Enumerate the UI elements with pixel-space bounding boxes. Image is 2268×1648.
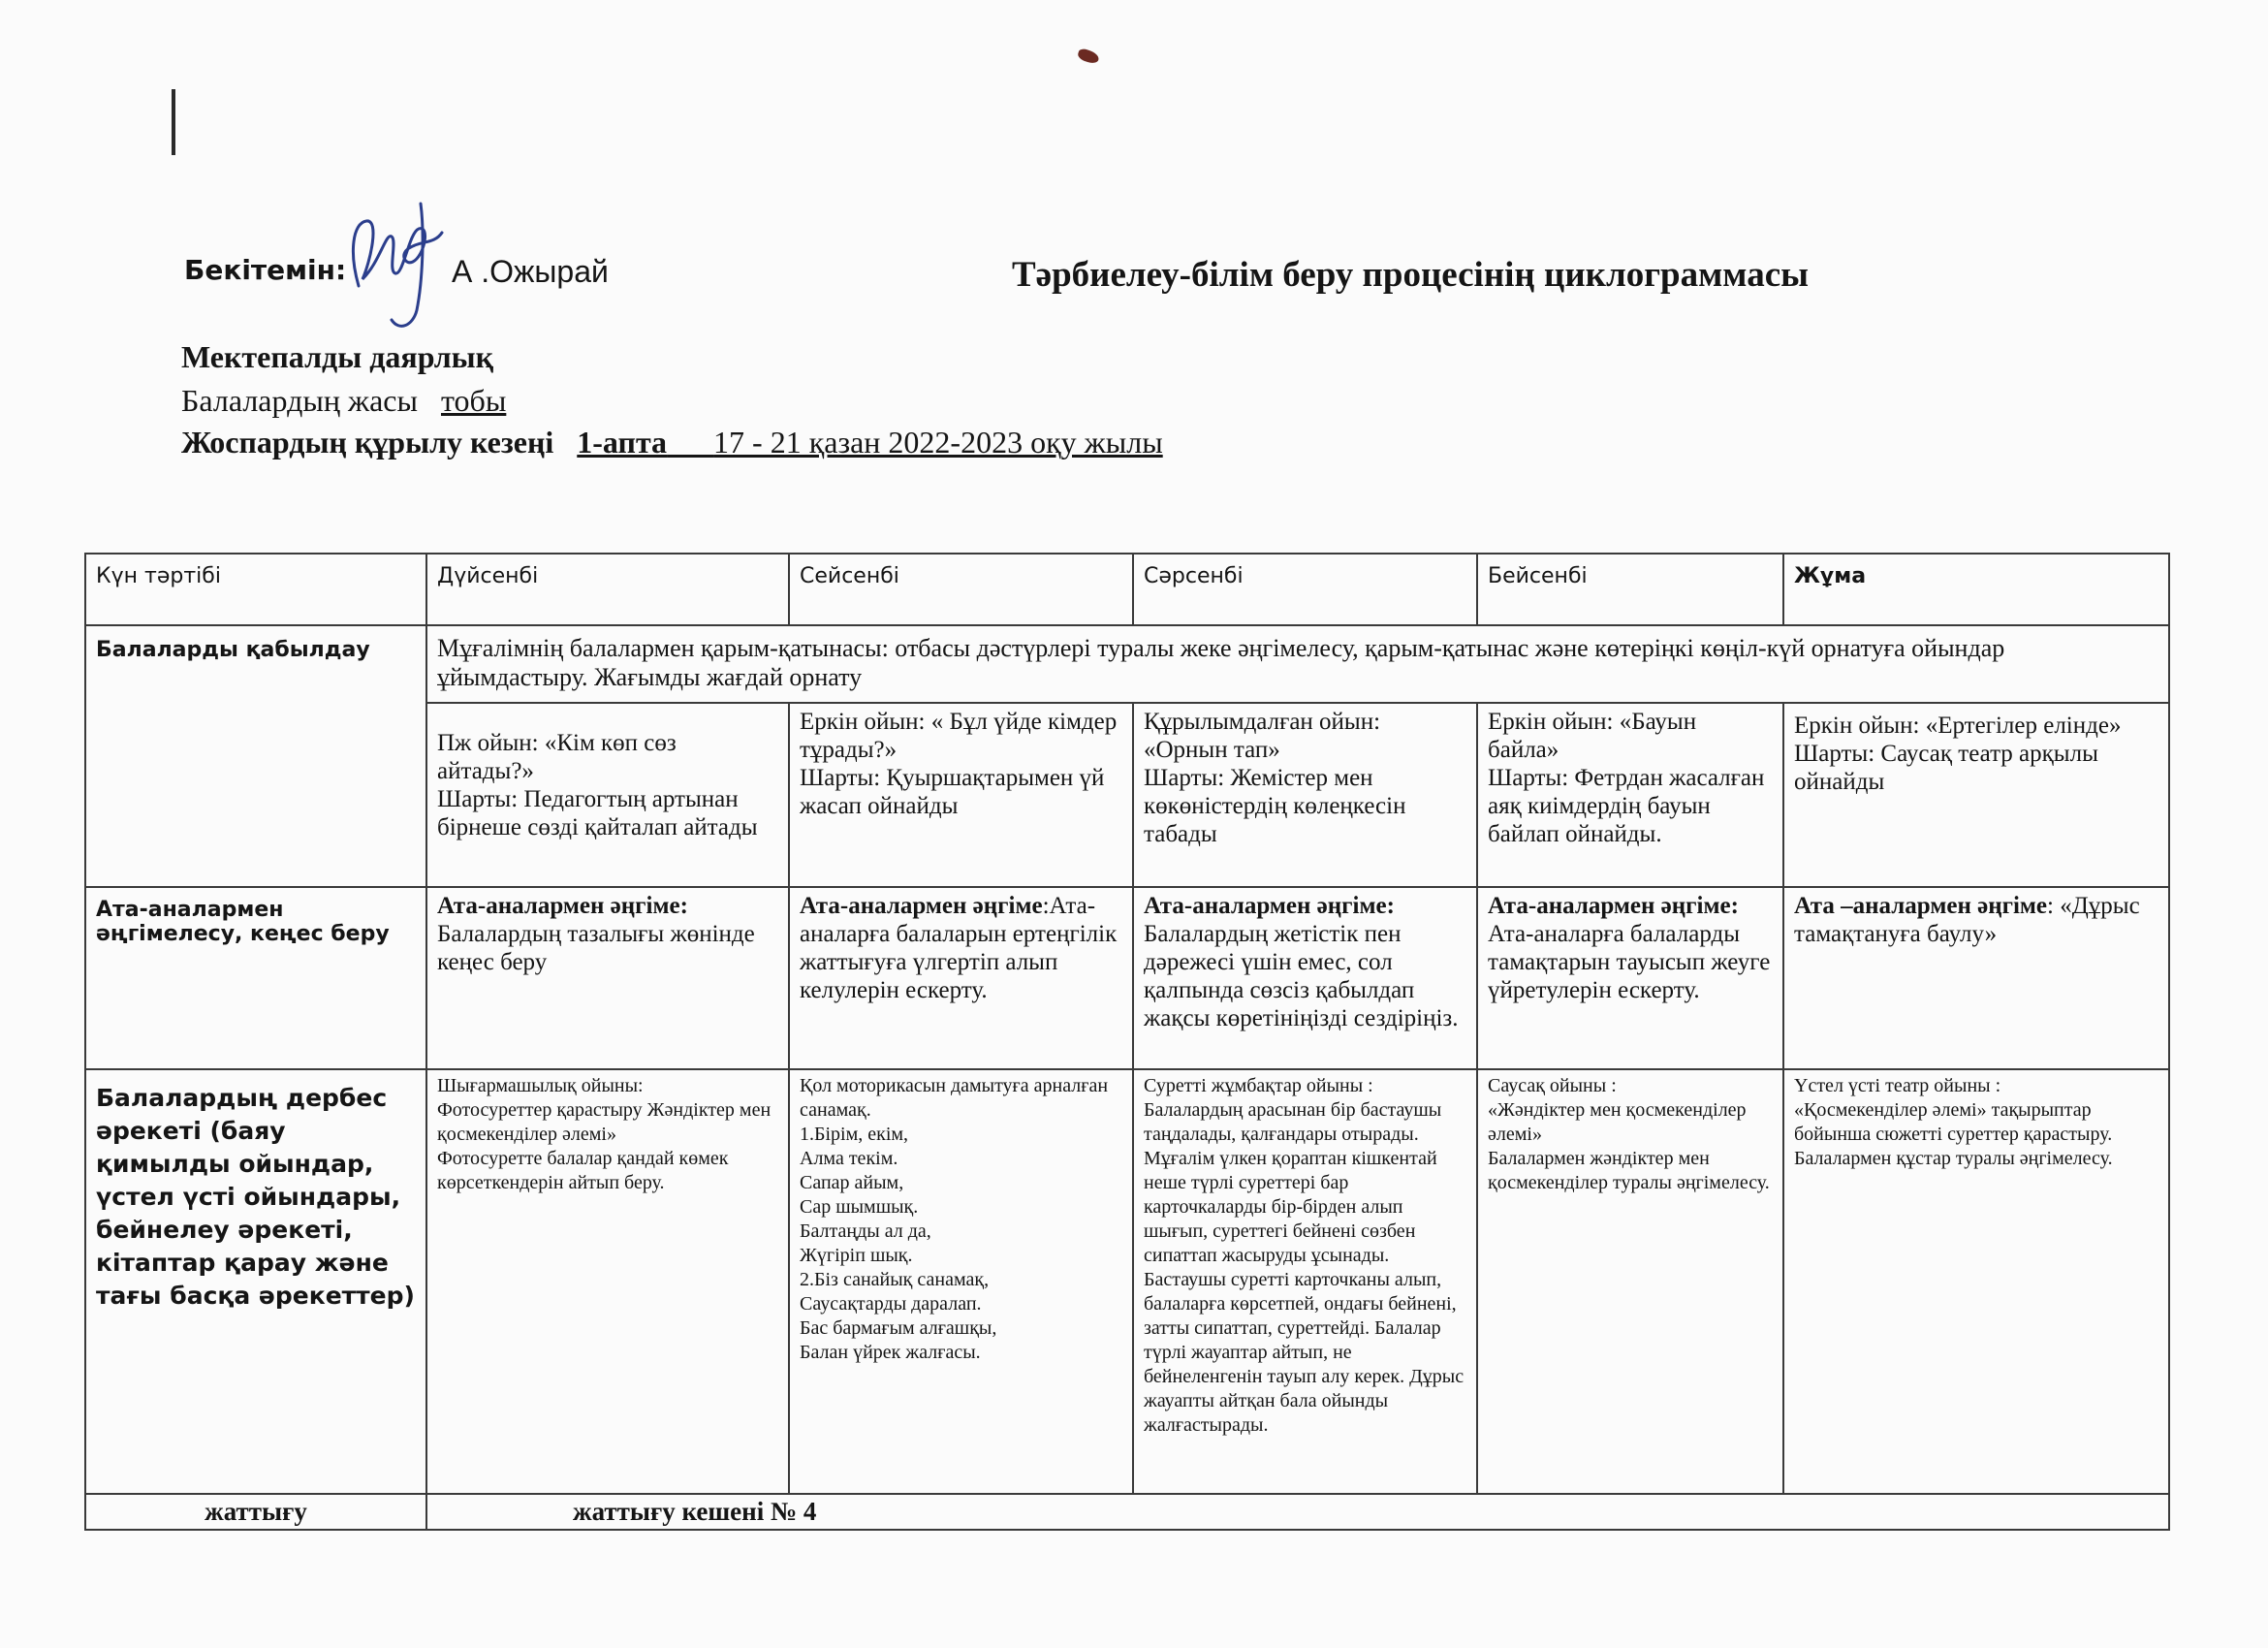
table-row — [85, 887, 2169, 1069]
reception-game: Құрылымдалған ойын: «Орнын тап» Шарты: Жемістер мен көкөністердің көлеңкесін табады — [1133, 703, 1477, 887]
activity-cell: Үстел үсті театр ойыны : «Қосмекенділер әлемі» тақырыптар бойынша сюжетті суреттер қарастыру. Балалармен құстар туралы әңгімелесу. — [1783, 1069, 2169, 1494]
cyclogram-table — [84, 553, 2170, 1531]
parent-talk: Ата-аналармен әңгіме: Балалардың тазалығы жөнінде кеңес беру — [426, 887, 789, 1069]
plan-dates: 17 - 21 қазан 2022-2023 оқу жылы — [713, 425, 1163, 460]
ink-spot — [1077, 48, 1101, 65]
approve-label: Бекітемін: — [184, 254, 347, 286]
table-row — [85, 625, 2169, 703]
age-group-line — [181, 383, 506, 419]
plan-label: Жоспардың құрылу кезеңі — [181, 425, 554, 460]
row-label: Ата-аналармен әңгімелесу, кеңес беру — [85, 887, 426, 1069]
activity-cell: Шығармашылық ойыны: Фотосуреттер қарастыру Жәндіктер мен қосмекенділер әлемі» Фотосуретте балалар қандай көмек көрсеткендерін айтып беру. — [426, 1069, 789, 1494]
age-group-link: тобы — [440, 383, 507, 418]
row-label: Балалардың дербес әрекеті (баяу қимылды ойындар, үстел үсті ойындары, бейнелеу әрекеті, кітаптар қарау және тағы басқа әрекеттер) — [85, 1069, 426, 1494]
column-header: Жұма — [1783, 554, 2169, 625]
margin-mark — [172, 89, 175, 155]
reception-game: Еркін ойын: « Бұл үйде кімдер тұрады?» Шарты: Қуыршақтарымен үй жасап ойнайды — [789, 703, 1133, 887]
exercise-cell: жаттығу кешені № 4 — [426, 1494, 2169, 1530]
row-label: жаттығу — [85, 1494, 426, 1530]
reception-game: Еркін ойын: «Бауын байла» Шарты: Фетрдан жасалған аяқ киімдердің бауын байлап ойнайды. — [1477, 703, 1783, 887]
column-header: Күн тәртібі — [85, 554, 426, 625]
parent-talk: Ата –аналармен әңгіме: «Дұрыс тамақтануға баулу» — [1783, 887, 2169, 1069]
school-group: Мектепалды даярлық — [181, 339, 494, 374]
reception-note: Мұғалімнің балалармен қарым-қатынасы: отбасы дәстүрлері туралы жеке әңгімелесу, қарым-қатынас және көтеріңкі көңіл-күй орнатуға ойындар ұйымдастыру. Жағымды жағдай орнату — [426, 625, 2169, 703]
column-header: Дүйсенбі — [426, 554, 789, 625]
activity-cell: Суретті жұмбақтар ойыны : Балалардың арасынан бір бастаушы таңдалады, қалғандары отырады. Мұғалім үлкен қораптан кішкентай неше түрлі суреттері бар карточкаларды бір-бірден алып шығып, суреттегі бейнені сөзбен сипаттап жасыруды ұсынады. Бастаушы суретті карточканы алып, балаларға көрсетпей, ондағы бейнені, затты сипаттап, суреттейді. Балалар түрлі жауаптар айтып, не бейнеленгенін тауып алу керек. Дұрыс жауапты айтқан бала ойынды жалғастырады. — [1133, 1069, 1477, 1494]
activity-cell: Саусақ ойыны : «Жәндіктер мен қосмекенділер әлемі» Балалармен жәндіктер мен қосмекенділер туралы әңгімелесу. — [1477, 1069, 1783, 1494]
table-row — [85, 1069, 2169, 1494]
parent-talk: Ата-аналармен әңгіме: Балалардың жетістік пен дәрежесі үшін емес, сол қалпында сөзсіз қабылдап жақсы көретініңізді сездіріңіз. — [1133, 887, 1477, 1069]
parent-talk: Ата-аналармен әңгіме:Ата-аналарға балаларын ертеңгілік жаттығуға үлгертіп алып келулерін ескерту. — [789, 887, 1133, 1069]
reception-game: Пж ойын: «Кім көп сөз айтады?» Шарты: Педагогтың артынан бірнеше сөзді қайталап айтады — [426, 703, 789, 887]
column-header: Сейсенбі — [789, 554, 1133, 625]
document-title: Тәрбиелеу-білім беру процесінің циклограммасы — [1012, 255, 1810, 295]
signature-icon — [341, 194, 457, 339]
plan-week: 1-апта — [577, 425, 668, 460]
reception-game: Еркін ойын: «Ертегілер елінде» Шарты: Саусақ театр арқылы ойнайды — [1783, 703, 2169, 887]
parent-talk: Ата-аналармен әңгіме: Ата-аналарға балаларды тамақтарын тауысып жеуге үйретулерін ескерту. — [1477, 887, 1783, 1069]
approver-name: А .Ожырай — [452, 254, 609, 289]
table-row — [85, 1494, 2169, 1530]
age-group-prefix: Балалардың жасы — [181, 383, 418, 418]
activity-cell: Қол моторикасын дамытуға арналған санамақ. 1.Бірім, екім, Алма текім. Сапар айым, Сар шымшық. Балтаңды ал да, Жүгіріп шық. 2.Біз санайық санамақ, Саусақтарды даралап. Бас бармағым алғашқы, Балан үйрек жалғасы. — [789, 1069, 1133, 1494]
table-header-row — [85, 554, 2169, 625]
column-header: Сәрсенбі — [1133, 554, 1477, 625]
column-header: Бейсенбі — [1477, 554, 1783, 625]
row-label: Балаларды қабылдау — [85, 625, 426, 887]
plan-period-line — [181, 425, 1163, 460]
